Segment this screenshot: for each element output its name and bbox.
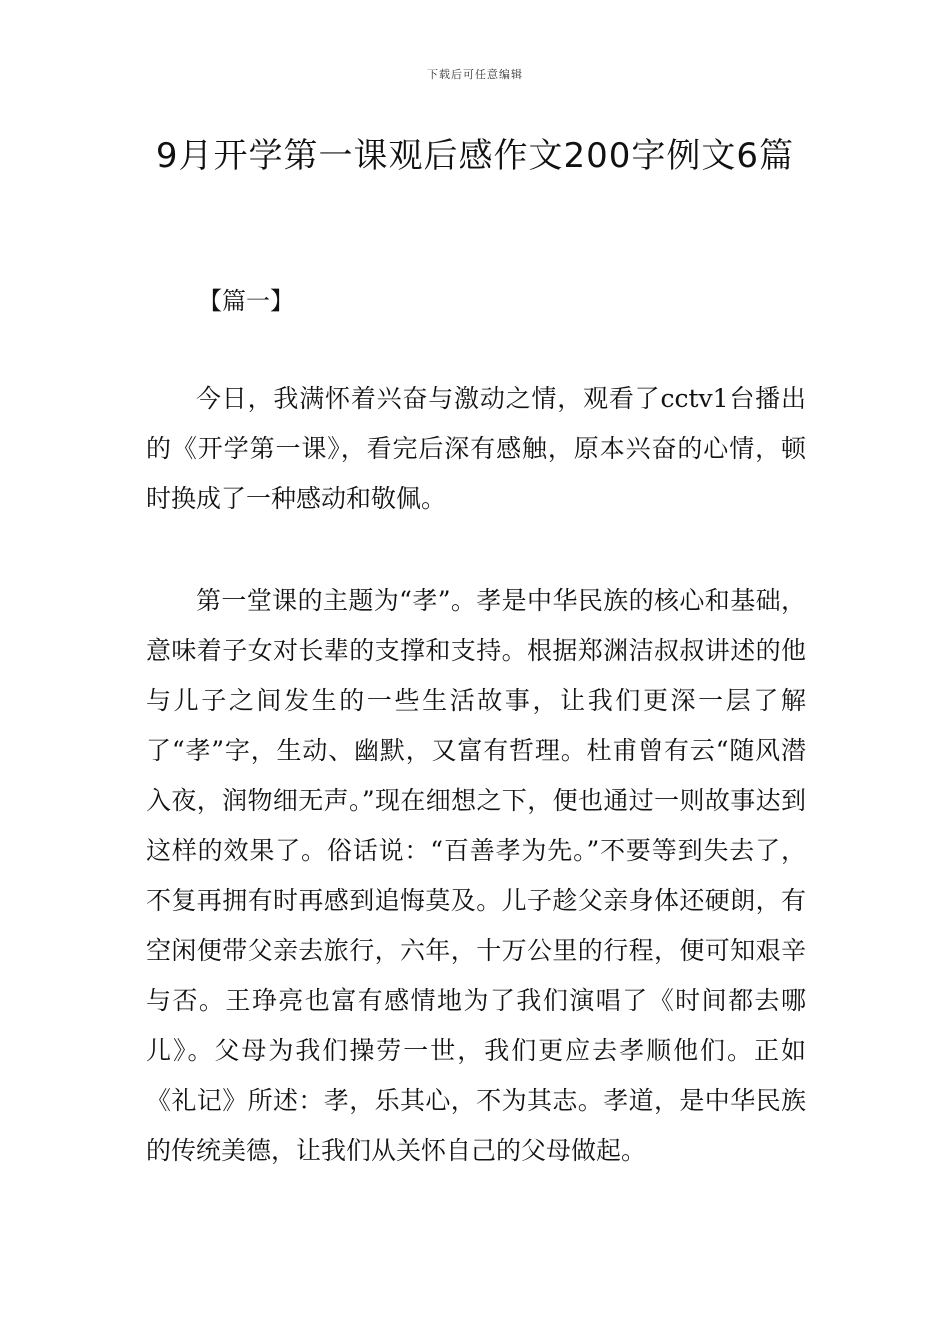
document-title: 9月开学第一课观后感作文200字例文6篇 (155, 136, 795, 176)
header-note: 下载后可任意编辑 (427, 68, 523, 81)
paragraph-2: 第一堂课的主题为“孝”。孝是中华民族的核心和基础，意味着子女对长辈的支撑和支持。根据郑渊洁叔叔讲述的他与儿子之间发生的一些生活故事，让我们更深一层了解了“孝”字，生动、幽默，又富有哲理。杜甫曾有云“随风潜入夜，润物细无声。”现在细想之下，便也通过一则故事达到这样的效果了。俗话说：“百善孝为先。”不要等到失去了，不复再拥有时再感到追悔莫及。儿子趁父亲身体还硬朗，有空闲便带父亲去旅行，六年，十万公里的行程，便可知艰辛与否。王琤亮也富有感情地为了我们演唱了《时间都去哪儿》。父母为我们操劳一世，我们更应去孝顺他们。正如《礼记》所述：孝，乐其心，不为其志。孝道，是中华民族的传统美德，让我们从关怀自己的父母做起。 (146, 586, 806, 1165)
paragraph-1: 今日，我满怀着兴奋与激动之情，观看了cctv1台播出的《开学第一课》，看完后深有感触，原本兴奋的心情，顿时换成了一种感动和敬佩。 (146, 384, 806, 513)
section-heading: 【篇一】 (198, 287, 294, 315)
